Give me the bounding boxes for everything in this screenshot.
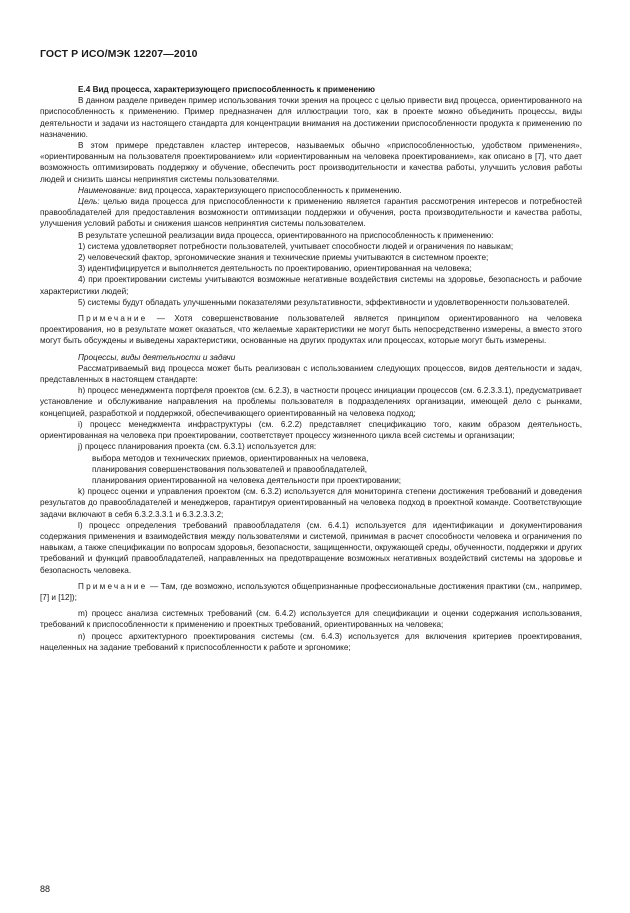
list-item: 2) человеческий фактор, эргономические знания и технические приемы учитываются в системном проекте; (78, 253, 489, 263)
goal-paragraph (40, 196, 582, 230)
name-label: Наименование: (78, 185, 137, 195)
name-text: вид процесса, характеризующего приспособленность к применению. (136, 185, 402, 195)
paragraph: В этом примере представлен кластер интересов, называемых обычно «приспособленностью, удобством применения», «ориентированным на пользователя проектированием» или «ориентированным на человека проектированием», как описано в [7], что дает возможность оптимизировать поддержку и обучение, обеспечить рост производительности и качества работы, улучшить условия работы людей и снизить шансы непринятия системы пользователями. (40, 141, 582, 184)
document-body (40, 84, 582, 653)
list-item: 3) идентифицируется и выполняется деятельность по проектированию, ориентированная на человека; (78, 264, 472, 274)
section-heading: E.4 Вид процесса, характеризующего приспособленность к применению (78, 85, 376, 94)
page-number: 88 (40, 884, 51, 894)
list-item: l) процесс определения требований правообладателя (см. 6.4.1) используется для идентификации и документирования содержания применения и взаимодействия между пользователями и системой, принимая в расчет способности человека и ограничения по навыкам, а также спецификации по вопросам здоровья, безопасности, защищенности, окружающей среды, обученности, поддержки и других требований и функций правообладателей, направленных на предотвращение возможных негативных воздействий системы на здоровье и безопасность человека. (40, 520, 582, 575)
name-paragraph (40, 185, 582, 196)
note-paragraph (40, 581, 582, 603)
goal-text: целью вида процесса для приспособленности к применению является гарантия рассмотрения интересов и потребностей правообладателей для предоставления возможности оптимизации поддержки и обучения, роста производительности и качества работы, улучшения условий работы и снижения шансов непринятия системы пользователем. (40, 197, 582, 229)
subheading: Процессы, виды деятельности и задачи (78, 352, 236, 362)
note-text: — Хотя совершенствование пользователей является принципом ориентированного на человека проектирования, но в результате может оказаться, что желаемые характеристики не могут быть непосредственно измерены, а вместо этого могут быть обсуждены и выведены характеристики, основанные на других продуктах или процессах, которые могут быть измерены. (40, 314, 582, 346)
note-label: Примечание (78, 314, 148, 324)
paragraph: В данном разделе приведен пример использования точки зрения на процесс с целью привести вид процесса, ориентированного на приспособленность к применению. Пример предназначен для иллюстрации того, как в проекте можно объединить процессы, виды деятельности и задачи из настоящего стандарта для концентрации внимания на достижении приспособленности продукта к применению по назначению. (40, 96, 582, 139)
list-item: n) процесс архитектурного проектирования системы (см. 6.4.3) используется для включения критериев проектирования, нацеленных на задание требований к приспособленности к работе и эргономике; (40, 631, 582, 652)
note-label: Примечание (78, 581, 148, 591)
list-item: i) процесс менеджмента инфраструктуры (см. 6.2.2) представляет спецификацию того, каким образом деятельность, ориентированная на человека при проектировании, соответствует процессу жизненного цикла всей системы и организации; (40, 419, 582, 441)
sub-list-item: выбора методов и технических приемов, ориентированных на человека, (92, 453, 369, 463)
page-header: ГОСТ Р ИСО/МЭК 12207—2010 (40, 48, 198, 60)
sub-list-item: планирования ориентированной на человека деятельности при проектировании; (92, 475, 402, 485)
goal-label: Цель: (78, 197, 100, 207)
paragraph: В результате успешной реализации вида процесса, ориентированного на приспособленность к применению: (78, 230, 494, 240)
paragraph: Рассматриваемый вид процесса может быть реализован с использованием следующих процессов, видов деятельности и задач, представленных в настоящем стандарте: (40, 363, 582, 385)
list-item: 5) системы будут обладать улучшенными показателями результативности, эффективности и удовлетворенности пользователей. (78, 297, 570, 307)
note-text: — Там, где возможно, используются общепризнанные профессиональные достижения практики (см., например, [7] и [12]); (40, 581, 582, 602)
list-item: j) процесс планирования проекта (см. 6.3.1) используется для: (78, 442, 317, 452)
list-item: k) процесс оценки и управления проектом (см. 6.3.2) используется для мониторинга степени достижения требований и доведения результатов до правообладателей и менеджеров, гарантируя ориентированный на человека подход в проектной команде. Соответствующие задачи включают в себя 6.3.2.3.3.1 и 6.3.2.3.3.2; (40, 487, 582, 519)
sub-list-item: планирования совершенствования пользователей и правообладателей, (92, 464, 368, 474)
list-item: m) процесс анализа системных требований (см. 6.4.2) используется для спецификации и оценки содержания использования, требований к приспособленности к применению и проектных требований, ориентированных на человека; (40, 609, 582, 630)
list-item: 1) система удовлетворяет потребности пользователей, учитывает способности людей и ограничения по навыкам; (78, 241, 514, 251)
note-paragraph (40, 313, 582, 347)
list-item: 4) при проектировании системы учитываются возможные негативные воздействия системы на здоровье, безопасность и рабочие характеристики людей; (40, 275, 582, 296)
list-item: h) процесс менеджмента портфеля проектов (см. 6.2.3), в частности процесс инициации процессов (см. 6.2.3.3.1), предусматривает установление и обслуживание направления на проблемы пользователя в подразделениях организации, имеющей дело с рынками, концепцией, разработкой и поддержкой, обеспечивающего ориентированный на человека подход; (40, 386, 582, 418)
